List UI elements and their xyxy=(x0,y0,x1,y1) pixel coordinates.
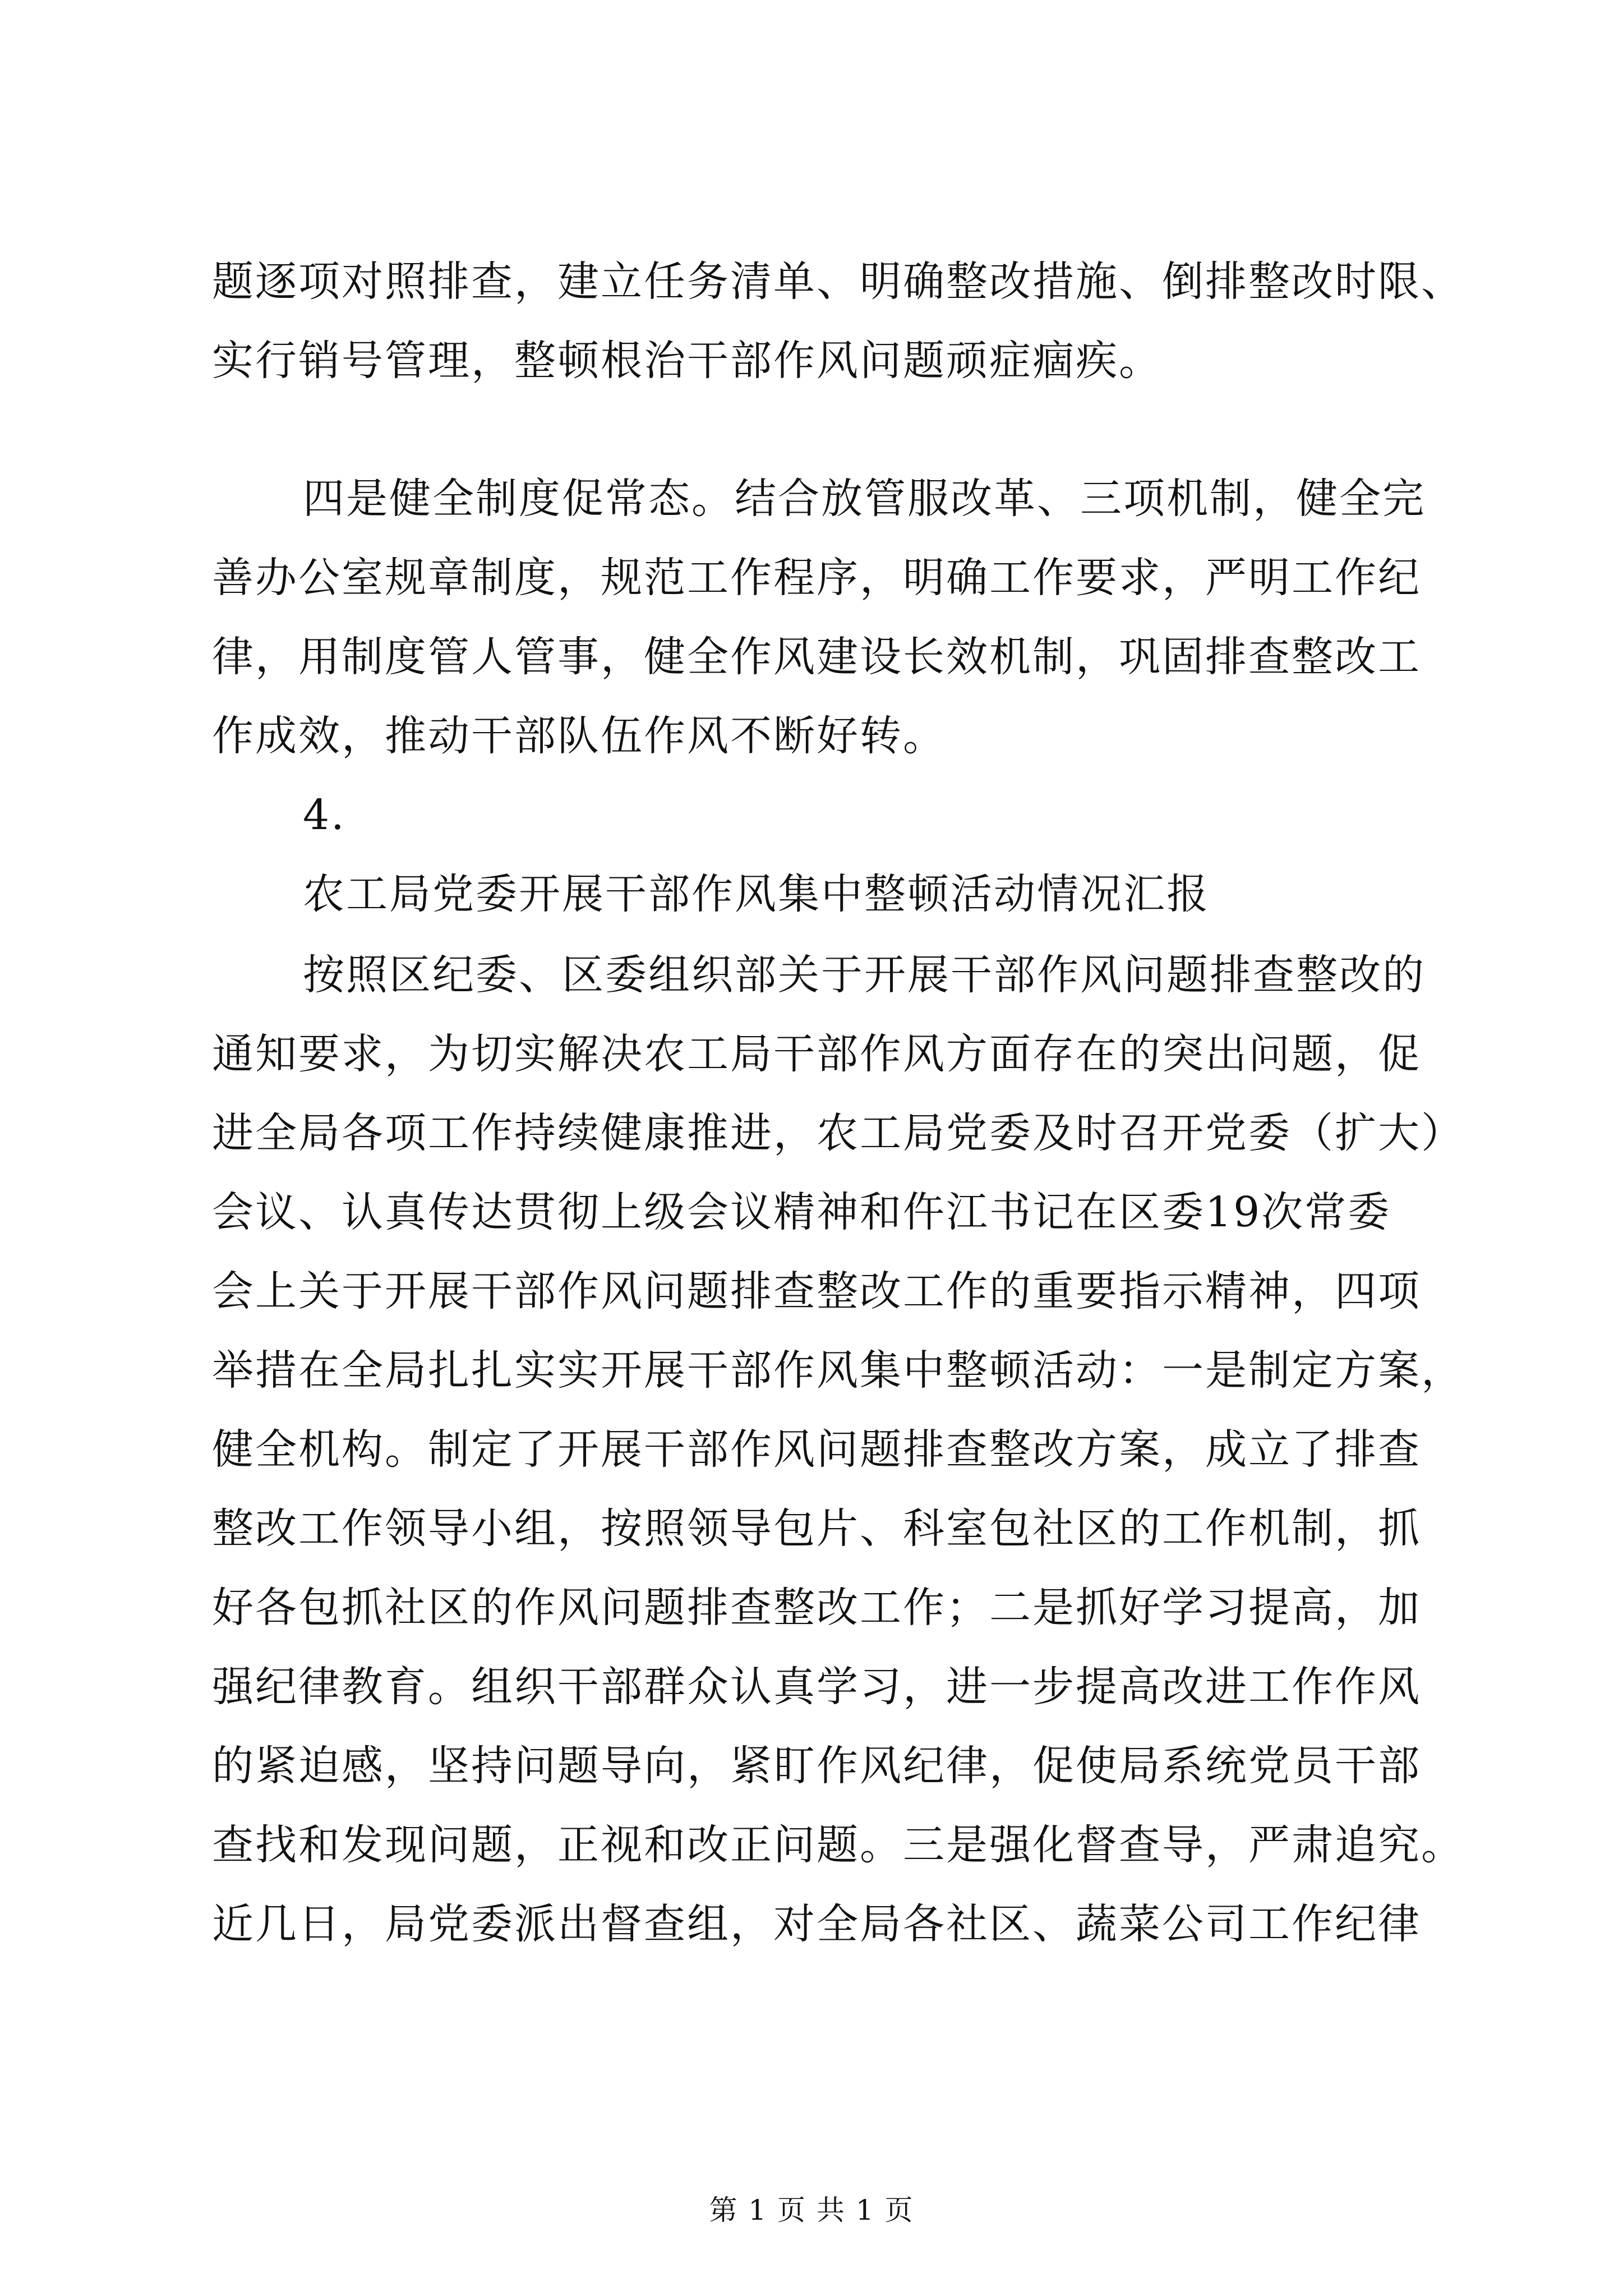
section-number: 4. xyxy=(303,791,346,839)
document-title: 农工局党委开展干部作风集中整顿活动情况汇报 xyxy=(303,870,1210,918)
body-text-line: 举措在全局扎扎实实开展干部作风集中整顿活动：一是制定方案， xyxy=(212,1346,1464,1395)
body-text-line: 会议、认真传达贯彻上级会议精神和仵江书记在区委19次常委 xyxy=(212,1188,1391,1236)
paragraph-start-line: 按照区纪委、区委组织部关于开展干部作风问题排查整改的 xyxy=(303,951,1426,999)
body-text-line: 查找和发现问题，正视和改正问题。三是强化督查导，严肃追究。 xyxy=(212,1821,1464,1869)
body-text-line: 好各包抓社区的作风问题排查整改工作；二是抓好学习提高，加 xyxy=(212,1584,1421,1632)
body-text-line: 通知要求，为切实解决农工局干部作风方面存在的突出问题，促 xyxy=(212,1030,1421,1078)
body-text-line: 实行销号管理，整顿根治干部作风问题顽症痼疾。 xyxy=(212,337,1162,385)
page-footer: 第 1 页 共 1 页 xyxy=(709,2194,914,2226)
body-text-line: 的紧迫感，坚持问题导向，紧盯作风纪律，促使局系统党员干部 xyxy=(212,1742,1421,1790)
body-text-line: 进全局各项工作持续健康推进，农工局党委及时召开党委（扩大） xyxy=(212,1109,1464,1157)
body-text-line: 整改工作领导小组，按照领导包片、科室包社区的工作机制，抓 xyxy=(212,1504,1421,1553)
body-text-line: 健全机构。制定了开展干部作风问题排查整改方案，成立了排查 xyxy=(212,1425,1421,1474)
paragraph-start-line: 四是健全制度促常态。结合放管服改革、三项机制，健全完 xyxy=(303,475,1426,523)
body-text-line: 近几日，局党委派出督查组，对全局各社区、蔬菜公司工作纪律 xyxy=(212,1900,1421,1948)
body-text-line: 善办公室规章制度，规范工作程序，明确工作要求，严明工作纪 xyxy=(212,554,1421,602)
body-text-line: 题逐项对照排查，建立任务清单、明确整改措施、倒排整改时限、 xyxy=(212,257,1464,306)
body-text-line: 律，用制度管人管事，健全作风建设长效机制，巩固排查整改工 xyxy=(212,633,1421,681)
body-text-line: 强纪律教育。组织干部群众认真学习，进一步提高改进工作作风 xyxy=(212,1663,1421,1711)
body-text-line: 会上关于开展干部作风问题排查整改工作的重要指示精神，四项 xyxy=(212,1267,1421,1315)
body-text-line: 作成效，推动干部队伍作风不断好转。 xyxy=(212,712,946,760)
